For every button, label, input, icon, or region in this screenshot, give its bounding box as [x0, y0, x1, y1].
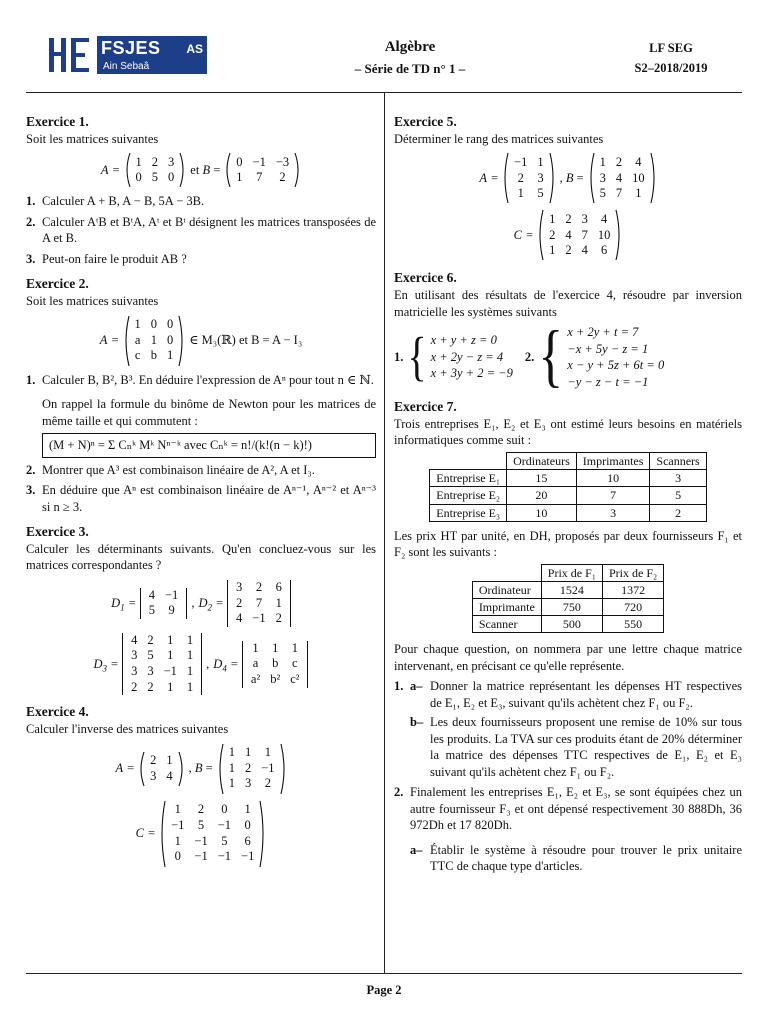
matrix-entry: 7: [255, 595, 263, 610]
matrix-entry: 4: [565, 227, 572, 242]
matrix-entry: 2: [264, 776, 272, 791]
column-divider: [384, 92, 385, 973]
ex2-question-2: 2. Montrer que A³ est combinaison linéaire de A², A et I₃.: [26, 462, 315, 477]
matrix-entry: 1: [167, 632, 174, 647]
matrix-entry: −1: [252, 154, 266, 169]
table-row: Entreprise E₃ 10 3 2: [430, 504, 706, 521]
exercise-7-intro: Trois entreprises E₁, E₂ et E₃ ont estimé leurs besoins en matériels informatiques comme suit :: [394, 416, 742, 448]
matrix-entry: −1: [217, 818, 232, 832]
exercise-5-title: Exercice 5.: [394, 114, 457, 129]
exercise-1-title: Exercice 1.: [26, 114, 89, 129]
exercise-7-title: Exercice 7.: [394, 399, 457, 415]
matrix-entry: 1: [228, 745, 235, 760]
table-row: Imprimante 750 720: [472, 599, 663, 616]
ex1-question-1: 1. Calculer A + B, A − B, 5A − 3B.: [26, 194, 205, 209]
table-row: Entreprise E₂ 20 7 5: [430, 487, 706, 504]
ex7-prices-intro: Les prix HT par unité, en DH, proposés par deux fournisseurs F₁ et F₂ sont les suivants :: [394, 528, 742, 560]
ex1-question-2: 2. Calculer AᵗB et BᵗA, Aᵗ et Bᵗ désignent les matrices transposées de A et B.: [26, 214, 376, 246]
ex2-question-1: 1. Calculer B, B², B³. En déduire l'expression de Aⁿ pour tout n ∈ ℕ. On rappel la formule du binôme de Newton pour les matrices de même taille et qui commutent : (M + N)ⁿ = Σ Cₙᵏ Mᵏ Nⁿ⁻ᵏ avec Cₙᵏ = n!/(k!(n − k)!): [26, 372, 376, 458]
ex3-determinants-row2: $D_3$ = 4 2 1 1 3 5 1 1 3 3 −1 1 2 2 1 1 , $D_4$ = 1 1 1 a b c a² b² c²: [26, 633, 376, 696]
matrix-entry: 5: [537, 186, 544, 201]
matrix-entry: c: [134, 348, 141, 363]
exercise-6-intro: En utilisant des résultats de l'exercice 4, résoudre par inversion matricielle les systèmes suivants: [394, 288, 742, 319]
ex7-question-2: 2. Finalement les entreprises E₁, E₂ et E₃, se sont équipées chez un autre fournisseur F₃ et ont dépensé respectivement 30 888Dh, 36 972Dh et 17 820Dh. a– Établir le système à résoudre pour trouver le prix unitaire TTC de chaque type d'articles.: [394, 785, 742, 874]
matrix-entry: 1: [150, 332, 157, 347]
matrix-entry: 1: [291, 640, 298, 655]
ex1-question-3: 3. Peut-on faire le produit AB ?: [26, 251, 187, 266]
matrix-entry: 1: [228, 760, 235, 775]
matrix-entry: 1: [135, 154, 142, 169]
matrix-entry: 7: [615, 186, 623, 201]
matrix-entry: −1: [241, 849, 255, 864]
matrix-entry: 2: [549, 227, 556, 242]
matrix-entry: −1: [217, 849, 232, 864]
logo-mark-icon: [47, 36, 95, 74]
matrix-entry: 0: [221, 802, 228, 817]
needs-table: Ordinateurs Imprimantes Scanners Entreprise E₁ 15 10 3 Entreprise E₂ 20 7 5 Entreprise E₃ 10 3 2: [429, 452, 706, 522]
det-d3: [122, 633, 202, 696]
matrix-entry: 5: [599, 186, 606, 201]
ex2-matrices: A = 1 0 0 a 1 0 c b 1 ∈ M₃(ℝ) et B = A − I₃: [26, 315, 376, 367]
ex5-matrix-c-row: C = 1 2 3 4 2 4 7 10 1 2 4 6: [394, 209, 742, 261]
matrix-entry: 5: [221, 833, 228, 848]
page-header: [0, 0, 768, 90]
matrix-entry: 4: [148, 587, 155, 602]
matrix-entry: 0: [167, 317, 174, 332]
matrix-entry: −1: [171, 818, 185, 832]
ex3-determinants-row1: $D_1$ = 4 −1 5 9 , $D_2$ = 3 2 6 2 7 1 4 −1 2: [26, 580, 376, 627]
ex2-matrix-a: [123, 315, 186, 367]
matrix-entry: 10: [632, 170, 645, 185]
matrix-entry: 1: [228, 776, 235, 791]
matrix-entry: 3: [131, 648, 138, 663]
matrix-entry: 1: [252, 640, 259, 655]
matrix-entry: 1: [167, 348, 174, 363]
matrix-entry: 1: [167, 648, 174, 663]
matrix-entry: 6: [275, 579, 282, 594]
matrix-entry: 2: [615, 154, 623, 169]
matrix-entry: 1: [272, 640, 279, 655]
ex4-matrix-c: [159, 800, 266, 868]
system-equation: x + 2y + t = 7: [567, 325, 639, 340]
ex5-matrix-c: [537, 209, 622, 261]
matrix-entry: 1: [186, 664, 194, 679]
matrix-entry: 4: [236, 611, 243, 626]
table-row: Scanner 500 550: [472, 616, 663, 633]
ex4-matrices-ab: A = 2 1 3 4 , B = 1 1 1 1 2 −1 1 3 2: [26, 743, 376, 795]
page-number: Page 2: [366, 983, 402, 997]
matrix-entry: 1: [549, 243, 556, 258]
ex7-question-2a: a– Établir le système à résoudre pour trouver le prix unitaire TTC de chaque type d'articles.: [410, 842, 742, 874]
table-row: Entreprise E₁ 15 10 3: [430, 470, 706, 487]
ex1-matrices: A = 1 2 3 0 5 0 et B = 0 −1 −3 1 7 2: [26, 152, 376, 188]
ex7-question-1: 1. a– Donner la matrice représentant les dépenses HT respectives de E₁, E₂ et E₃, suivant qu'ils achètent chez F₁ ou F₂. b– Les deux fournisseurs proposent une remise de 10% sur tous les produits. La TVA sur ces produits étant de 20% déterminer la matrice des dépenses TTC respectives de E₁, E₂ et E₃ suivant qu'ils achètent chez F₁ ou F₂.: [394, 679, 742, 779]
matrix-entry: b: [272, 656, 279, 671]
matrix-entry: 7: [256, 170, 263, 185]
system-equation: x − y + 5z + 6t = 0: [567, 358, 665, 373]
matrix-entry: a²: [250, 671, 261, 686]
semester-label: S2–2018/2019: [634, 61, 708, 75]
exercise-1-intro: Soit les matrices suivantes: [26, 131, 159, 146]
ex2-question-3: 3. En déduire que Aⁿ est combinaison linéaire de Aⁿ⁻¹, Aⁿ⁻² et Aⁿ⁻³ si n ≥ 3.: [26, 483, 376, 514]
matrix-entry: 1: [186, 632, 194, 647]
matrix-entry: c²: [290, 671, 300, 686]
ex7-question-1b: b– Les deux fournisseurs proposent une remise de 10% sur tous les produits. La TVA sur ces produits étant de 20% déterminer la matrice des dépenses TTC respectives de E₁, E₂ et E₃ suivant qu'ils achètent chez F₁ ou F₂.: [410, 715, 742, 779]
matrix-entry: 2: [236, 595, 243, 610]
matrix-entry: 5: [148, 603, 155, 618]
matrix-entry: −1: [514, 154, 528, 169]
matrix-entry: 0: [244, 818, 251, 832]
ex1-matrix-a: [124, 152, 187, 188]
exercise-2-title: Exercice 2.: [26, 276, 89, 292]
ex4-matrix-c-row: C = 1 2 0 1 −1 5 −1 0 1 −1 5 6 0 −1 −1 −1: [26, 800, 376, 868]
matrix-entry: 0: [168, 170, 175, 185]
matrix-entry: 6: [600, 243, 608, 258]
matrix-entry: −3: [275, 154, 290, 169]
system-equation: x + 3y + 2 = −9: [430, 366, 513, 381]
exercise-3-intro: Calculer les déterminants suivants. Qu'en concluez-vous sur les matrices correspondantes ?: [26, 541, 376, 573]
matrix-entry: 5: [147, 648, 154, 663]
matrix-entry: 2: [275, 611, 282, 626]
series-subtitle: – Série de TD n° 1 –: [354, 61, 466, 76]
exercise-2-intro: Soit les matrices suivantes: [26, 294, 159, 309]
matrix-entry: c: [292, 656, 298, 671]
table-row: Ordinateur 1524 1372: [472, 581, 663, 598]
matrix-entry: 1: [167, 679, 174, 694]
matrix-entry: 1: [549, 211, 556, 226]
ex7-question-1a: a– Donner la matrice représentant les dépenses HT respectives de E₁, E₂ et E₃, suivant qu'ils achètent chez F₁ ou F₂.: [410, 679, 742, 710]
det-d1: [140, 588, 188, 619]
matrix-entry: 3: [599, 170, 606, 185]
ex2-definition: ∈ M₃(ℝ) et B = A − I₃: [189, 333, 303, 348]
det-d2: [227, 580, 291, 627]
matrix-entry: 1: [166, 753, 173, 767]
matrix-entry: 3: [147, 664, 154, 679]
matrix-entry: 2: [131, 679, 138, 694]
matrix-entry: 2: [147, 632, 154, 647]
matrix-entry: b: [150, 348, 157, 363]
matrix-entry: 1: [236, 170, 243, 185]
matrix-entry: 1: [134, 317, 141, 332]
matrix-entry: 3: [236, 579, 243, 594]
ex5-matrix-a: [502, 152, 556, 204]
matrix-entry: 3: [537, 170, 544, 185]
ex2-newton-note: On rappel la formule du binôme de Newton pour les matrices de même taille et qui commutent :: [42, 397, 376, 428]
matrix-entry: 3: [168, 154, 175, 169]
matrix-entry: 1: [275, 595, 282, 610]
matrix-entry: −1: [252, 611, 266, 626]
prices-table: Prix de F₁ Prix de F₂ Ordinateur 1524 1372 Imprimante 750 720 Scanner 500 550: [472, 564, 664, 634]
fsjes-logo: FSJES AS Ain Sebaâ: [47, 36, 207, 74]
matrix-entry: 2: [565, 211, 572, 226]
matrix-entry: 4: [635, 154, 642, 169]
program-label: LF SEG: [649, 41, 693, 55]
matrix-entry: 1: [517, 186, 524, 201]
matrix-entry: 6: [244, 833, 251, 848]
matrix-entry: a: [252, 656, 259, 671]
matrix-entry: 3: [150, 768, 157, 783]
system-2: [567, 324, 664, 390]
matrix-entry: −1: [194, 833, 208, 848]
matrix-entry: −1: [163, 664, 177, 679]
matrix-entry: 4: [615, 170, 623, 185]
matrix-entry: 1: [174, 833, 181, 848]
matrix-entry: 0: [174, 849, 181, 864]
matrix-entry: 4: [166, 768, 173, 783]
newton-formula-box: (M + N)ⁿ = Σ Cₙᵏ Mᵏ Nⁿ⁻ᵏ avec Cₙᵏ = n!/(k!(n − k)!): [42, 433, 376, 458]
matrix-entry: 1: [244, 745, 252, 760]
matrix-entry: 2: [197, 802, 205, 817]
matrix-entry: 0: [135, 170, 142, 185]
exercise-3-title: Exercice 3.: [26, 524, 89, 540]
system-equation: −y − z − t = −1: [567, 374, 649, 389]
matrix-entry: 5: [151, 170, 159, 185]
exercise-6-title: Exercice 6.: [394, 270, 457, 286]
matrix-entry: 1: [186, 679, 194, 694]
ex5-matrix-b: [588, 152, 657, 204]
ex4-matrix-a: [138, 751, 185, 787]
matrix-entry: 3: [581, 211, 588, 226]
matrix-entry: 4: [581, 243, 588, 258]
system-equation: x + 2y − z = 4: [430, 349, 504, 364]
matrix-entry: −1: [165, 587, 179, 602]
matrix-entry: 3: [244, 776, 252, 791]
matrix-entry: −1: [261, 760, 275, 775]
matrix-entry: 2: [279, 170, 286, 185]
exercise-4-title: Exercice 4.: [26, 704, 89, 720]
system-equation: −x + 5y − z = 1: [567, 341, 649, 356]
matrix-entry: 0: [167, 332, 174, 347]
matrix-entry: 1: [599, 154, 606, 169]
matrix-entry: 0: [150, 317, 157, 332]
matrix-entry: 10: [597, 227, 611, 242]
matrix-entry: 2: [147, 679, 154, 694]
right-column: [394, 113, 742, 875]
exercise-5-intro: Déterminer le rang des matrices suivantes: [394, 131, 604, 146]
matrix-entry: 1: [174, 802, 181, 817]
matrix-entry: 3: [131, 664, 138, 679]
matrix-entry: 1: [635, 186, 642, 201]
system-1: [431, 332, 513, 382]
ex7-instruction: Pour chaque question, on nommera par une lettre chaque matrice intervenant, en précisant ce qu'elle représente.: [394, 642, 742, 673]
ex1-matrix-b: [224, 152, 301, 188]
matrix-entry: 1: [186, 648, 194, 663]
left-column: [26, 113, 376, 873]
system-equation: x + y + z = 0: [430, 333, 497, 348]
ex5-matrices-ab: A = −1 1 2 3 1 5 , B = 1 2 4 3 4 10 5 7 1: [394, 152, 742, 204]
matrix-entry: 0: [236, 154, 243, 169]
matrix-entry: 2: [150, 753, 157, 767]
matrix-entry: 2: [565, 243, 572, 258]
matrix-entry: 2: [255, 579, 263, 594]
matrix-entry: 4: [131, 632, 138, 647]
ex4-matrix-b: [217, 743, 287, 795]
matrix-entry: 1: [244, 802, 251, 817]
matrix-entry: b²: [270, 671, 281, 686]
ex6-systems: 1. { x + y + z = 0 x + 2y − z = 4 x + 3y + 2 = −9 2. { x + 2y + t = 7 −x + 5y − z = 1 x − y + 5z + 6t = 0 −y − z − t = −1: [394, 317, 665, 395]
course-title: Algèbre: [384, 39, 436, 55]
footer-divider: [26, 973, 742, 974]
matrix-entry: a: [134, 332, 141, 347]
matrix-entry: 2: [517, 170, 524, 185]
matrix-entry: 1: [537, 154, 544, 169]
matrix-entry: 4: [600, 211, 608, 226]
matrix-entry: 7: [581, 227, 588, 242]
matrix-entry: 2: [151, 154, 159, 169]
matrix-entry: 9: [168, 603, 175, 618]
matrix-entry: 5: [197, 818, 205, 832]
det-d4: [242, 641, 309, 688]
matrix-entry: 2: [244, 760, 252, 775]
exercise-4-intro: Calculer l'inverse des matrices suivantes: [26, 722, 229, 737]
matrix-entry: 1: [264, 745, 272, 760]
matrix-entry: −1: [194, 849, 208, 864]
